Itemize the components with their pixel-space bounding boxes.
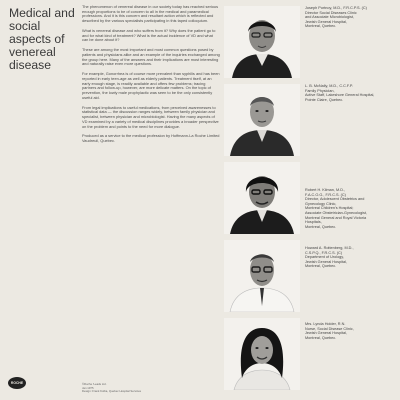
description-column (82, 5, 220, 149)
caption-line: Hospitals, (305, 220, 322, 225)
imprint-line: Design: Frank Kolba, Quebec Hospital Services (82, 389, 142, 393)
imprint-credits (82, 383, 202, 394)
caption-line: Nurse, Social Disease Clinic, (305, 326, 354, 331)
caption-line: Robert H. Kilman, M.D., (305, 188, 346, 192)
participant-caption-2 (305, 84, 397, 102)
paragraph: Produced as a service to the medical profession by Hoffmann-La Roche Limited Vaudreuil, Quebec. (82, 133, 220, 144)
participant-caption-3 (305, 188, 397, 229)
caption-line: Department of Urology, (305, 255, 344, 260)
caption-line: Associate Obstetrician-Gynecologist, (305, 210, 368, 215)
paragraph: These are among the most important and most common questions posed by patients and physicians alike and an example of the inquiries exchanged among the group here. Many of the answers and their implications are most interesting and naturally raise even more questions. (82, 47, 220, 67)
caption-line: Montreal, Quebec. (305, 335, 337, 340)
paragraph: From legal implications to useful medications, from perceived awarenesses to statistical data — the discussion ranges widely, between family physician and specialist, between physician and microbiologist. Having the many aspects of VD examined by a variety of medical disciplines provides a broader perspective on the problem and points to the need for more dialogue. (82, 104, 219, 129)
caption-line: Montreal, Quebec. (305, 264, 337, 269)
cover-title: Medical and social aspects of venereal disease (9, 6, 75, 72)
caption-line: Howard A. Rottenberg, M.D., (305, 246, 354, 250)
caption-line: Jewish General Hospital, (305, 19, 347, 24)
paragraph: For example, Gonorrhea is of course more prevalent than syphilis and has been reported in early teen-age as well as elderly patients. Treatment itself, at an early enough stage, is readily available and offers few problems; tracing partners and follow-up, however, are more delicate matters. On the topic of prevention, the lowly male prophylactic was seen to be the only consistently useful aid. (82, 71, 220, 100)
portrait-photo-4 (224, 240, 300, 312)
caption-line: Jewish General Hospital, (305, 259, 347, 264)
caption-line: and Associate Microbiologist, (305, 15, 354, 20)
caption-line: Director Social Diseases Clinic (305, 10, 357, 15)
caption-line: Mrs. Lynda Holder, R.N. (305, 322, 346, 326)
caption-line: Family Physician, (305, 88, 335, 93)
portrait-photo-3 (224, 162, 300, 234)
portrait-photo-5 (224, 318, 300, 390)
caption-line: Montreal Children's Hospital; (305, 206, 354, 211)
caption-line: Jewish General Hospital, (305, 331, 347, 336)
caption-line: Pointe Claire, Quebec. (305, 97, 344, 102)
roche-logo: ROCHE (8, 377, 26, 389)
participant-caption-4 (305, 246, 397, 269)
imprint-line: ©Roche 'Leads Ltd. (82, 382, 107, 386)
caption-line: Montreal General and Royal Victoria (305, 215, 367, 220)
portrait-photo-1 (224, 6, 300, 78)
caption-line: F.A.C.O.G., F.R.C.S. (C) (305, 192, 346, 197)
portrait-photo-2 (224, 84, 300, 156)
paragraph: The phenomenon of venereal disease in our society today has reached serious enough proportions to be of concern to all in the medical and paramedical professions. And it is this concern and resultant action which is reflected and described by the various specialists participating in this taped colloquium. (82, 4, 219, 24)
participant-caption-5 (305, 322, 397, 340)
caption-line: L. B. McNally, M.D., C.C.F.P. (305, 84, 353, 88)
paragraph: What is venereal disease and who suffers from it? Why does the patient go to and for what kind of treatment? What is the actual incidence of VD and what can be done about it? (82, 28, 216, 43)
caption-line: Active Staff, Lakeshore General Hospital, (305, 93, 375, 98)
caption-line: Joseph Portnoy, M.D., F.R.C.P.S. (C) (305, 6, 367, 10)
caption-line: Montreal, Quebec. (305, 224, 337, 229)
caption-line: Montreal, Quebec. (305, 24, 337, 29)
caption-line: Director, Adolescent Obstetrics and (305, 197, 365, 202)
imprint-line: Jan 1975 (82, 385, 94, 390)
caption-line: C.S.P.Q., F.R.C.S. (C) (305, 250, 343, 255)
caption-line: Gynecology Clinic, (305, 201, 337, 206)
participant-caption-1 (305, 6, 397, 29)
